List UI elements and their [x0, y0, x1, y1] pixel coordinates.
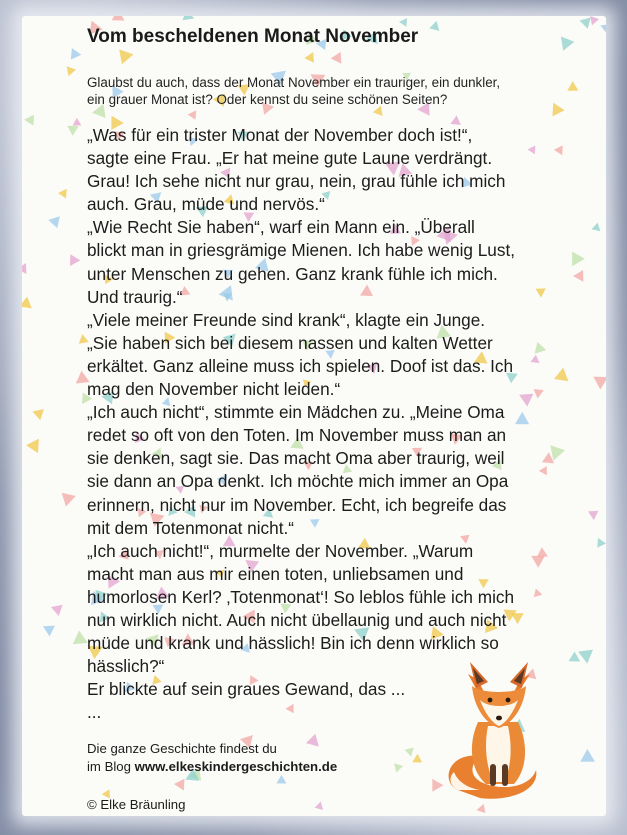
story-line: Grau! Ich sehe nicht nur grau, nein, grau fühle ich mich — [87, 171, 506, 192]
copyright-notice: © Elke Bräunling — [87, 797, 186, 812]
story-line: „Wie Recht Sie haben“, warf ein Mann ein. „Überall — [87, 217, 475, 238]
story-line: „Ich auch nicht!“, murmelte der November. „Warum — [87, 540, 474, 561]
story-line: unter Menschen zu gehen. Ganz krank fühle ich mich. — [87, 263, 498, 284]
story-line: erinnern, nicht nur im November. Echt, ich begreife das — [87, 494, 507, 515]
story-line: Und traurig.“ — [87, 286, 183, 307]
story-line: „Was für ein trister Monat der November doch ist!“, — [87, 125, 473, 145]
story-line: sagte eine Frau. „Er hat meine gute Laune verdrängt. — [87, 148, 493, 169]
story-text — [87, 124, 587, 724]
footer-line: Die ganze Geschichte findest du — [87, 741, 277, 756]
story-line: mit dem Totenmonat nicht.“ — [87, 517, 294, 538]
intro-paragraph — [87, 74, 587, 108]
footer-prefix: im Blog — [87, 759, 135, 774]
story-line: erkältet. Ganz alleine muss ich spielen. Doof ist das. Ich — [87, 355, 514, 376]
story-line: sie dann an Opa denkt. Ich möchte mich immer an Opa — [87, 471, 509, 492]
story-line: Er blickte auf sein graues Gewand, das ... — [87, 679, 406, 700]
paper-sheet — [22, 16, 606, 816]
story-line: ... — [87, 702, 102, 723]
story-line: müde und krank und hässlich! Bin ich denn wirklich so — [87, 633, 499, 654]
story-line: nun wirklich nicht. Auch nicht übellaunig und auch nicht — [87, 609, 507, 630]
story-line: redet so oft von den Toten. Im November muss man an — [87, 425, 507, 446]
story-line: blickt man in griesgrämige Mienen. Ich habe wenig Lust, — [87, 240, 516, 261]
page-title: Vom bescheldenen Monat November — [87, 26, 419, 47]
story-line: „Viele meiner Freunde sind krank“, klagte ein Junge. — [87, 309, 486, 330]
fox-illustration — [440, 652, 560, 802]
blog-link[interactable]: www.elkeskindergeschichten.de — [134, 759, 338, 774]
story-line: „Sie haben sich bei diesem nassen und kalten Wetter — [87, 332, 493, 353]
story-line: macht man aus mir einen toten, unliebsamen und — [87, 563, 464, 584]
story-line: „Ich auch nicht“, stimmte ein Mädchen zu. „Meine Oma — [87, 402, 505, 423]
story-line: mag den November nicht leiden.“ — [87, 379, 341, 400]
footer-note — [87, 740, 337, 776]
intro-line: Glaubst du auch, dass der Monat November ein trauriger, ein dunkler, — [87, 75, 501, 90]
story-line: auch. Grau, müde und nervös.“ — [87, 194, 325, 215]
story-line: sie denken, sagt sie. Das macht Oma aber traurig, weil — [87, 448, 505, 469]
intro-line: ein grauer Monat ist? Oder kennst du seine schönen Seiten? — [87, 92, 448, 107]
story-line: humorlosen Kerl? ‚Totenmonat‘! So leblos fühle ich mich — [87, 586, 515, 607]
story-line: hässlich?“ — [87, 656, 165, 677]
